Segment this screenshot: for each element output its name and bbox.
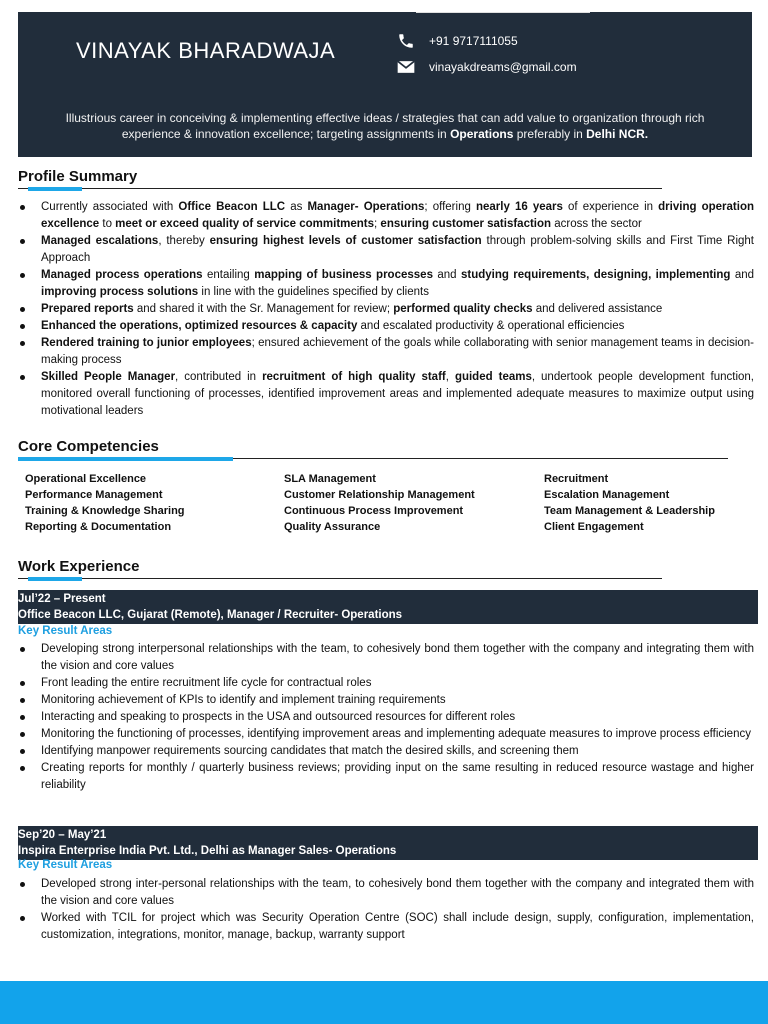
header-top-line bbox=[416, 12, 590, 13]
phone-number[interactable]: +91 9717111055 bbox=[429, 34, 518, 48]
summary-item: Managed escalations, thereby ensuring highest levels of customer satisfaction through problem-solving skills and First Time Right Approach bbox=[18, 233, 754, 267]
career-headline: Illustrious career in conceiving & implementing effective ideas / strategies that can add value to organization through rich experience & innovation excellence; targeting assignments in Operations preferably in Delhi NCR. bbox=[65, 111, 705, 141]
footer-band bbox=[0, 981, 768, 1024]
responsibility-item: Worked with TCIL for project which was Security Operation Centre (SOC) shall include design, supply, configuration, implementation, customization, integrations, monitor, manage, backup, warranty support bbox=[18, 910, 754, 944]
responsibility-item: Creating reports for monthly / quarterly business reviews; providing input on the same resulting in reduced resource wastage and higher reliability bbox=[18, 760, 754, 794]
summary-item: Prepared reports and shared it with the Sr. Management for review; performed quality checks and delivered assistance bbox=[18, 301, 754, 318]
key-result-areas-label: Key Result Areas bbox=[18, 859, 113, 871]
section-accent bbox=[28, 187, 82, 191]
responsibility-item: Interacting and speaking to prospects in the USA and outsourced resources for different roles bbox=[18, 709, 754, 726]
contact-phone bbox=[396, 32, 518, 50]
key-result-areas-label: Key Result Areas bbox=[18, 625, 113, 637]
competency-item: Training & Knowledge Sharing bbox=[25, 505, 185, 517]
summary-item: Skilled People Manager, contributed in recruitment of high quality staff, guided teams, undertook people development function, monitored overall functioning of processes, identified improvement areas and implemented adequate measures to maximize output using motivational leaders bbox=[18, 369, 754, 420]
job-header bbox=[18, 590, 758, 624]
competency-item: Performance Management bbox=[25, 489, 163, 501]
competency-item: Continuous Process Improvement bbox=[284, 505, 464, 517]
section-rule bbox=[18, 578, 662, 579]
summary-item: Currently associated with Office Beacon LLC as Manager- Operations; offering nearly 16 years of experience in driving operation excellence to meet or exceed quality of service commitments; ensuring customer satisfaction across the sector bbox=[18, 199, 754, 233]
core-competencies-title: Core Competencies bbox=[18, 438, 159, 455]
summary-item: Rendered training to junior employees; ensured achievement of the goals while collaborating with senior management teams in decision-making process bbox=[18, 335, 754, 369]
profile-summary-list bbox=[18, 199, 754, 420]
competencies-grid bbox=[25, 471, 745, 535]
responsibility-item: Identifying manpower requirements sourcing candidates that match the desired skills, and screening them bbox=[18, 743, 754, 760]
job-period: Sep’20 – May’21 bbox=[18, 829, 107, 841]
section-rule bbox=[18, 188, 662, 189]
competency-item: Team Management & Leadership bbox=[544, 505, 715, 517]
envelope-icon bbox=[396, 58, 416, 76]
responsibility-item: Front leading the entire recruitment life cycle for contractual roles bbox=[18, 675, 754, 692]
responsibility-item: Monitoring achievement of KPIs to identify and implement training requirements bbox=[18, 692, 754, 709]
summary-item: Managed process operations entailing mapping of business processes and studying requirements, designing, implementing and improving process solutions in line with the guidelines specified by clients bbox=[18, 267, 754, 301]
responsibility-item: Developing strong interpersonal relationships with the team, to cohesively bond them together with the company and integrating them with the vision and core values bbox=[18, 641, 754, 675]
responsibility-item: Monitoring the functioning of processes, identifying improvement areas and implementing adequate measures to improve process efficiency bbox=[18, 726, 754, 743]
competency-item: Operational Excellence bbox=[25, 473, 147, 485]
job-role: Office Beacon LLC, Gujarat (Remote), Manager / Recruiter- Operations bbox=[18, 609, 403, 621]
section-accent bbox=[28, 577, 82, 581]
competency-item: Reporting & Documentation bbox=[25, 521, 172, 533]
competency-item: Quality Assurance bbox=[284, 521, 381, 533]
job-period: Jul’22 – Present bbox=[18, 593, 106, 605]
email-address[interactable]: vinayakdreams@gmail.com bbox=[429, 60, 577, 74]
candidate-name: VINAYAK BHARADWAJA bbox=[76, 38, 336, 63]
competency-item: Escalation Management bbox=[544, 489, 670, 501]
job-role: Inspira Enterprise India Pvt. Ltd., Delhi as Manager Sales- Operations bbox=[18, 845, 397, 857]
competency-item: Client Engagement bbox=[544, 521, 644, 533]
competency-item: Recruitment bbox=[544, 473, 609, 485]
phone-icon bbox=[396, 32, 416, 50]
contact-email bbox=[396, 58, 577, 76]
summary-item: Enhanced the operations, optimized resources & capacity and escalated productivity & operational efficiencies bbox=[18, 318, 754, 335]
job-responsibilities-list bbox=[18, 641, 754, 794]
responsibility-item: Developed strong inter-personal relationships with the team, to cohesively bond them together with the company and integrated them with the vision and core values bbox=[18, 876, 754, 910]
section-accent bbox=[18, 457, 233, 461]
job-responsibilities-list bbox=[18, 876, 754, 944]
work-experience-title: Work Experience bbox=[18, 558, 140, 575]
competency-item: Customer Relationship Management bbox=[284, 489, 475, 501]
job-header bbox=[18, 826, 758, 860]
competency-item: SLA Management bbox=[284, 473, 376, 485]
resume-header bbox=[18, 12, 752, 157]
profile-summary-title: Profile Summary bbox=[18, 168, 138, 185]
